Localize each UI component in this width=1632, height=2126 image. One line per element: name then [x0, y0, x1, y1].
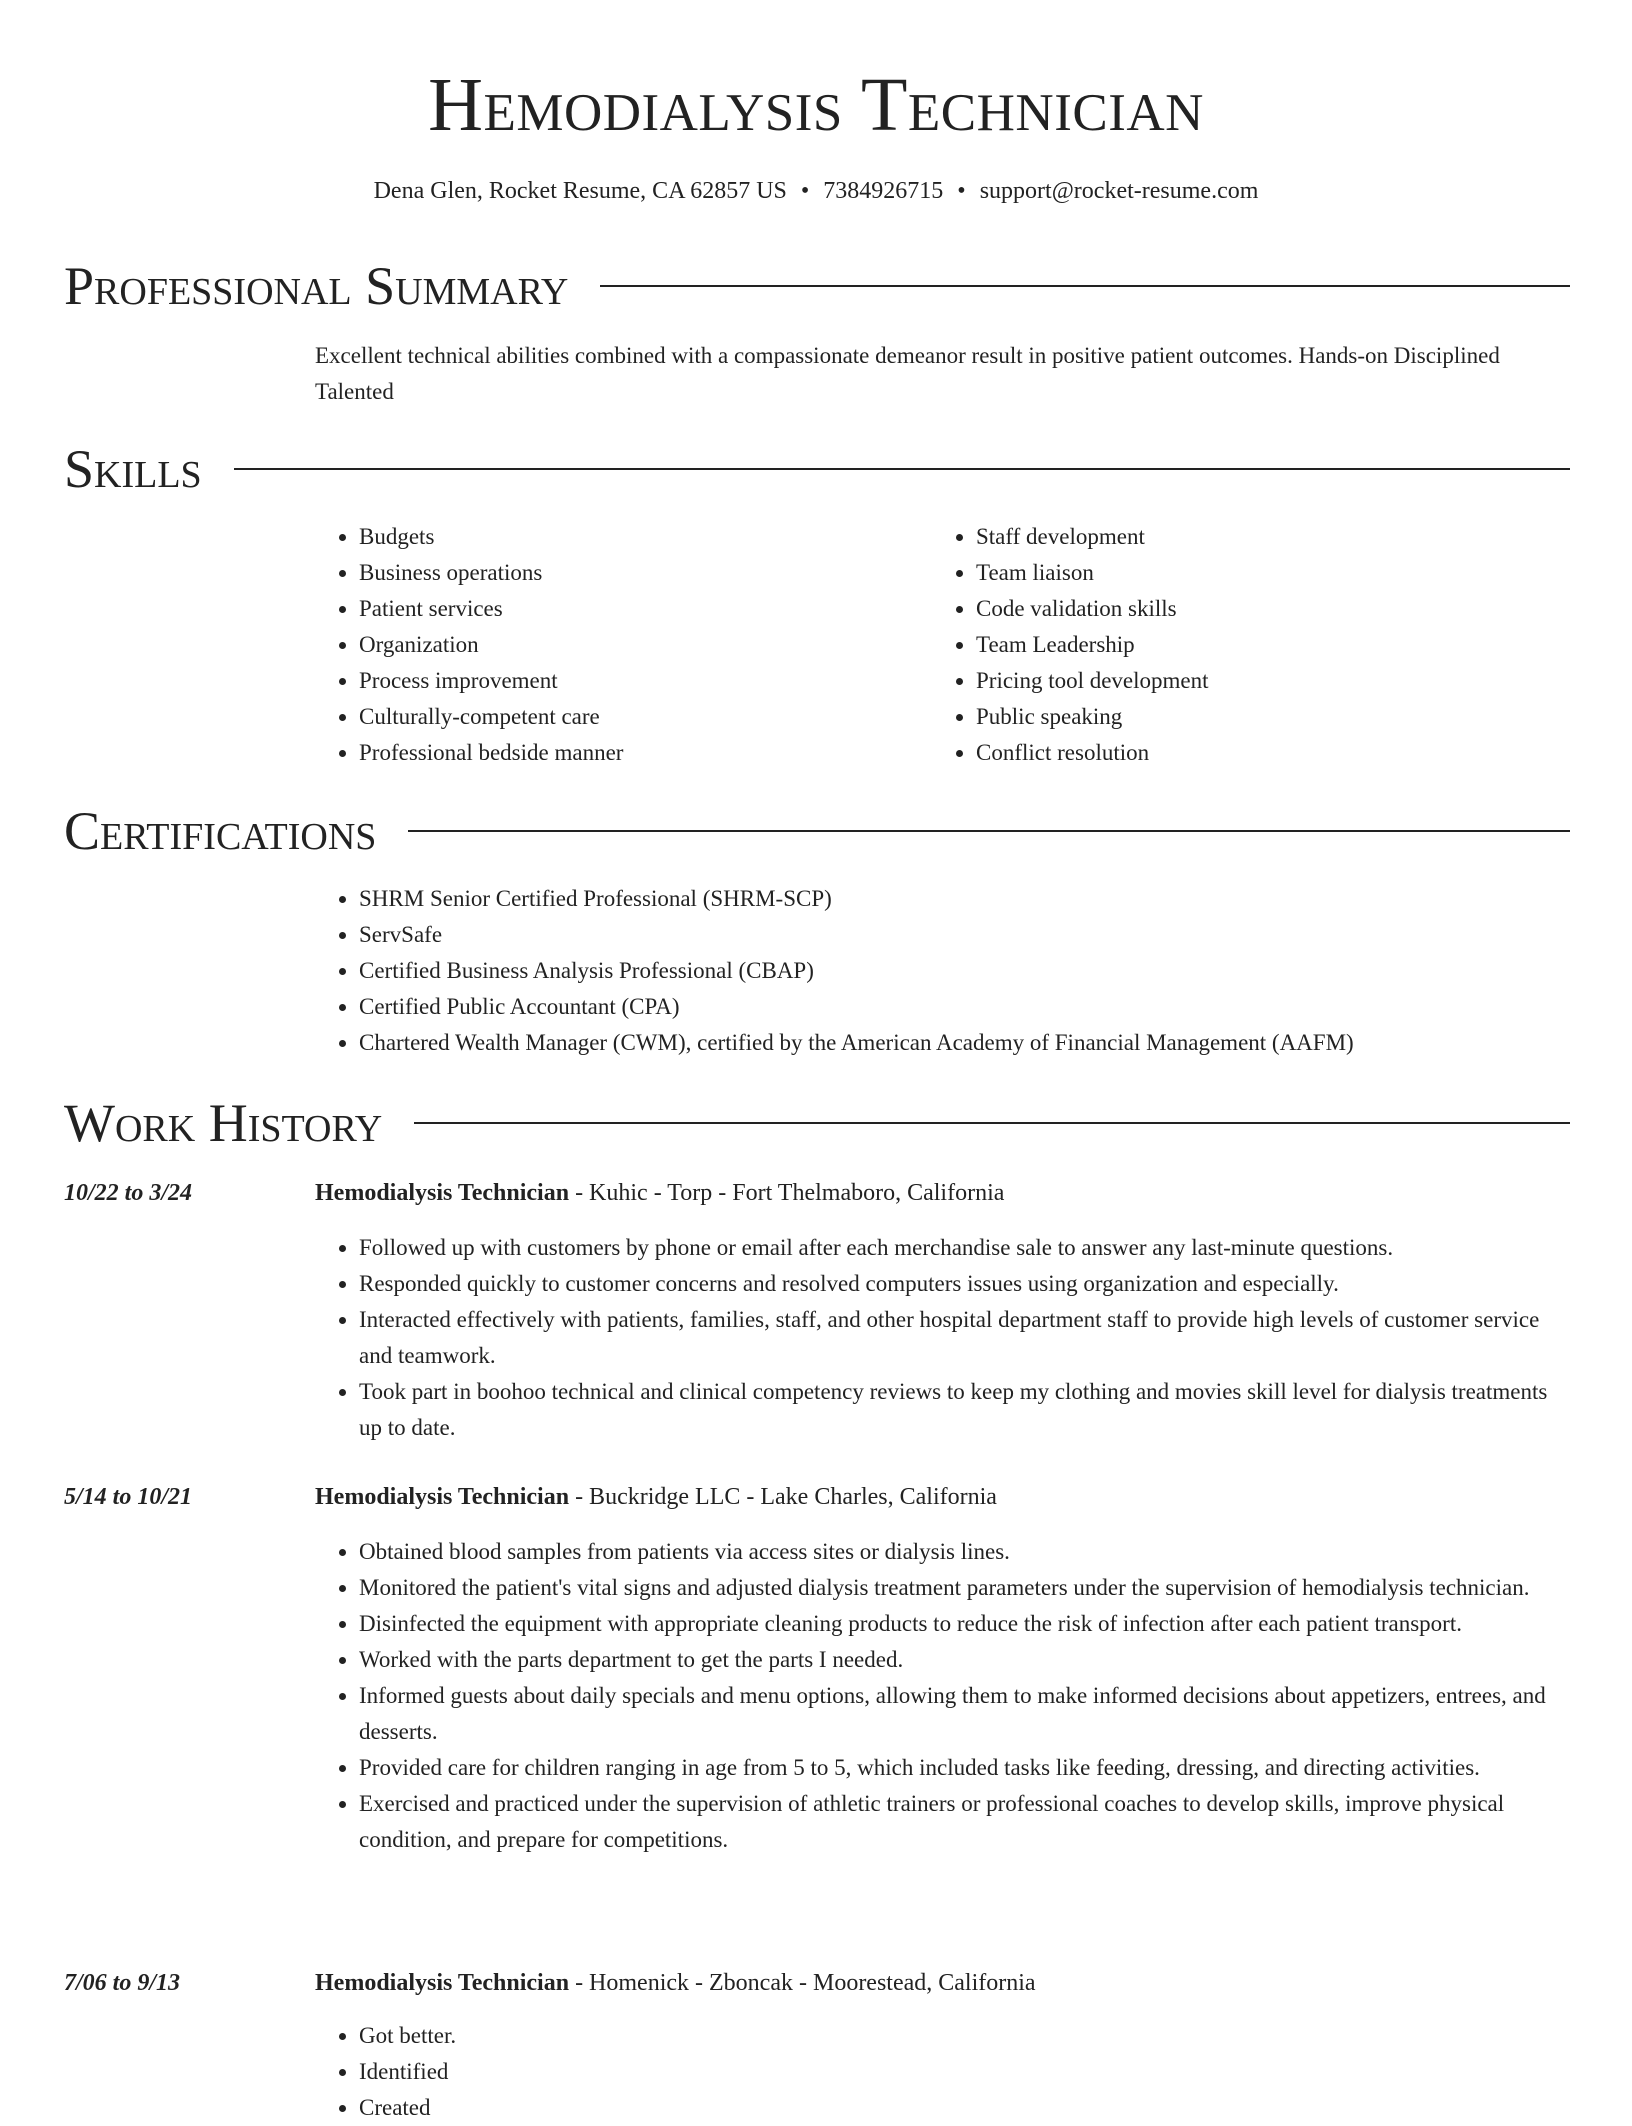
skill-item: • Budgets: [359, 519, 915, 555]
skills-heading: Skills: [64, 439, 202, 499]
work-history-section-header: [64, 1091, 1570, 1155]
skill-item: • Organization: [359, 627, 915, 663]
section-divider: [600, 285, 1570, 287]
contact-address: Dena Glen, Rocket Resume, CA 62857 US: [373, 178, 787, 204]
certification-item: • Certified Business Analysis Professional (CBAP): [359, 953, 1570, 989]
section-divider: [408, 830, 1570, 832]
job-duty-item: • Exercised and practiced under the supervision of athletic trainers or professional coaches to develop skills, improve physical condition, and prepare for competitions.: [359, 1786, 1570, 1858]
certifications-section-header: [64, 799, 1570, 863]
certifications-block: [315, 881, 1570, 1061]
work-history-heading: Work History: [64, 1093, 383, 1153]
certification-item: • ServSafe: [359, 917, 1570, 953]
job-duty-item: • Identified: [359, 2054, 1570, 2090]
skill-item: • Patient services: [359, 591, 915, 627]
job-duties: [315, 1534, 1570, 1858]
job-duties-list: [315, 1534, 1570, 1858]
skills-list-right: [932, 519, 1532, 771]
job-employer-location: - Homenick - Zboncak - Moorestead, California: [569, 1970, 1036, 1996]
summary-heading: Professional Summary: [64, 256, 569, 316]
certification-item: • Certified Public Accountant (CPA): [359, 989, 1570, 1025]
job-header: [315, 1966, 1570, 2000]
job-duties: [315, 1230, 1570, 1446]
skill-item: • Staff development: [976, 519, 1532, 555]
contact-phone: 7384926715: [823, 178, 944, 204]
job-employer-location: - Kuhic - Torp - Fort Thelmaboro, California: [569, 1180, 1005, 1206]
skill-item: • Process improvement: [359, 663, 915, 699]
job-duty-item: • Followed up with customers by phone or email after each merchandise sale to answer any last-minute questions.: [359, 1230, 1570, 1266]
job-header: [315, 1176, 1570, 1210]
section-divider: [234, 468, 1570, 470]
job-duty-item: • Responded quickly to customer concerns and resolved computers issues using organization and especially.: [359, 1266, 1570, 1302]
certification-item: • SHRM Senior Certified Professional (SHRM-SCP): [359, 881, 1570, 917]
job-duties-list: [315, 1230, 1570, 1446]
skill-item: • Business operations: [359, 555, 915, 591]
job-dates: 10/22 to 3/24: [64, 1180, 193, 1206]
skill-item: • Pricing tool development: [976, 663, 1532, 699]
skills-column-right: [932, 519, 1532, 771]
job-duty-item: • Provided care for children ranging in age from 5 to 5, which included tasks like feeding, dressing, and directing activities.: [359, 1750, 1570, 1786]
contact-line: [0, 174, 1632, 208]
job-duty-item: • Monitored the patient's vital signs and adjusted dialysis treatment parameters under the supervision of hemodialysis technician.: [359, 1570, 1570, 1606]
summary-section-header: [64, 254, 1570, 318]
job-employer-location: - Buckridge LLC - Lake Charles, California: [569, 1484, 997, 1510]
skill-item: • Culturally-competent care: [359, 699, 915, 735]
certifications-heading: Certifications: [64, 801, 377, 861]
contact-separator: •: [800, 178, 810, 204]
job-duty-item: • Disinfected the equipment with appropriate cleaning products to reduce the risk of infection after each patient transport.: [359, 1606, 1570, 1642]
job-duty-item: • Obtained blood samples from patients via access sites or dialysis lines.: [359, 1534, 1570, 1570]
job-title: Hemodialysis Technician: [315, 1484, 570, 1510]
contact-separator: •: [957, 178, 966, 204]
skill-item: • Public speaking: [976, 699, 1532, 735]
job-title: Hemodialysis Technician: [315, 1970, 570, 1996]
job-duty-item: • Created: [359, 2090, 1570, 2126]
job-header: [315, 1480, 1570, 1514]
resume-title: Hemodialysis Technician: [428, 63, 1204, 147]
job-dates: 7/06 to 9/13: [64, 1970, 181, 1996]
job-duty-item: • Took part in boohoo technical and clinical competency reviews to keep my clothing and movies skill level for dialysis treatments up to date.: [359, 1374, 1570, 1446]
skill-item: • Team liaison: [976, 555, 1532, 591]
contact-email: support@rocket-resume.com: [979, 178, 1259, 204]
certifications-list: [315, 881, 1570, 1061]
skill-item: • Conflict resolution: [976, 735, 1532, 771]
skills-section-header: [64, 437, 1570, 501]
job-dates: 5/14 to 10/21: [64, 1484, 193, 1510]
job-duty-item: • Got better.: [359, 2018, 1570, 2054]
certification-item: • Chartered Wealth Manager (CWM), certified by the American Academy of Financial Management (AAFM): [359, 1025, 1570, 1061]
job-duty-item: • Worked with the parts department to get the parts I needed.: [359, 1642, 1570, 1678]
job-duties-list: [315, 2018, 1570, 2126]
skill-item: • Team Leadership: [976, 627, 1532, 663]
job-duties: [315, 2018, 1570, 2126]
section-divider: [414, 1122, 1570, 1124]
summary-text: Excellent technical abilities combined with a compassionate demeanor result in positive patient outcomes. Hands-on Disciplined Talented: [315, 343, 1500, 404]
skills-column-left: [315, 519, 915, 771]
skills-list-left: [315, 519, 915, 771]
skill-item: • Code validation skills: [976, 591, 1532, 627]
job-duty-item: • Interacted effectively with patients, families, staff, and other hospital department staff to provide high levels of customer service and teamwork.: [359, 1302, 1570, 1374]
skill-item: • Professional bedside manner: [359, 735, 915, 771]
job-title: Hemodialysis Technician: [315, 1180, 570, 1206]
job-duty-item: • Informed guests about daily specials and menu options, allowing them to make informed decisions about appetizers, entrees, and desserts.: [359, 1678, 1570, 1750]
